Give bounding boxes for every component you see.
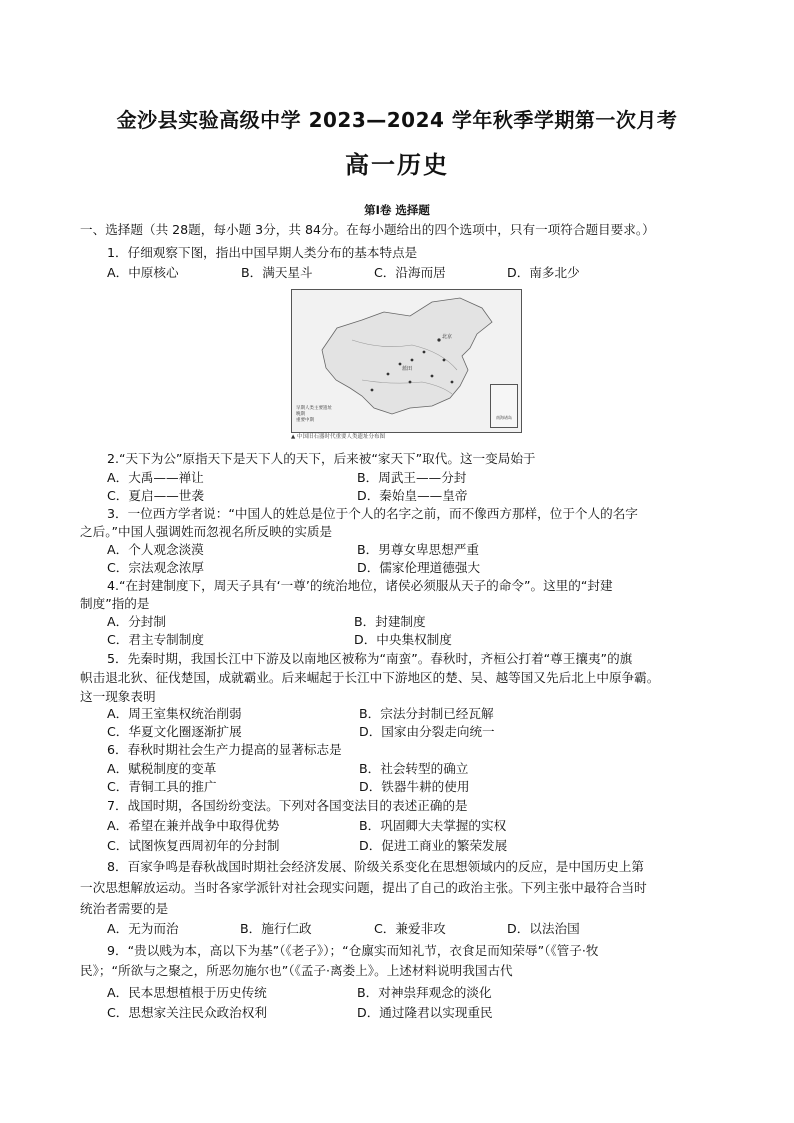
question-5-option-b: B．宗法分封制已经瓦解: [359, 706, 494, 721]
question-4-option-b: B．封建制度: [354, 614, 426, 629]
question-2-option-c: C．夏启——世袭: [107, 488, 204, 503]
question-7-option-b: B．巩固卿大夫掌握的实权: [359, 818, 507, 833]
question-7-option-a: A．希望在兼并战争中取得优势: [107, 818, 280, 833]
question-9-stem-line-1: 9．“贵以贱为本，高以下为基”（《老子》）；“仓廪实而知礼节，衣食足而知荣辱”（《管子·牧: [107, 943, 599, 958]
question-3-stem-line-2: 之后。”中国人强调姓而忽视名所反映的实质是: [80, 524, 333, 539]
map-caption: ▲ 中国旧石器时代重要人类遗址分布图: [291, 434, 385, 440]
question-7-stem: 7．战国时期，各国纷纷变法。下列对各国变法目的表述正确的是: [107, 798, 468, 813]
question-1-option-b: B．满天星斗: [241, 265, 313, 280]
map-label-beijing: 北京: [442, 334, 453, 340]
exam-title: 金沙县实验高级中学 2023—2024 学年秋季学期第一次月考: [116, 108, 678, 132]
question-6-option-d: D．铁器牛耕的使用: [359, 779, 470, 794]
question-1-option-c: C．沿海而居: [374, 265, 446, 280]
site-marker: [411, 359, 414, 362]
question-3-stem-line-1: 3．一位西方学者说：“中国人的姓总是位于个人的名字之前，而不像西方那样，位于个人的名字: [107, 506, 638, 521]
question-6-option-b: B．社会转型的确立: [359, 761, 469, 776]
china-map-figure: [291, 289, 522, 433]
question-1-stem: 1．仔细观察下图，指出中国早期人类分布的基本特点是: [107, 245, 418, 260]
question-6-option-a: A．赋税制度的变革: [107, 761, 217, 776]
site-marker: [371, 389, 374, 392]
question-3-option-a: A．个人观念淡漠: [107, 542, 204, 557]
question-5-option-c: C．华夏文化圈逐渐扩展: [107, 724, 242, 739]
question-5-stem-line-1: 5．先秦时期，我国长江中下游及以南地区被称为“南蛮”。春秋时，齐桓公打着“尊王攘夷”的旗: [107, 651, 633, 666]
question-4-option-c: C．君主专制制度: [107, 632, 204, 647]
question-7-option-d: D．促进工商业的繁荣发展: [359, 838, 508, 853]
question-9-stem-line-2: 民》；“所欲与之聚之，所恶勿施尔也”（《孟子·离娄上》。上述材料说明我国古代: [80, 963, 513, 978]
question-4-option-a: A．分封制: [107, 614, 166, 629]
question-8-option-c: C．兼爱非攻: [374, 921, 446, 936]
question-8-option-a: A．无为而治: [107, 921, 179, 936]
question-4-option-d: D．中央集权制度: [354, 632, 452, 647]
question-3-option-b: B．男尊女卑思想严重: [357, 542, 479, 557]
question-9-option-c: C．思想家关注民众政治权利: [107, 1005, 267, 1020]
site-marker: [431, 375, 434, 378]
legend-item: 早期人类主要遗址: [296, 406, 332, 411]
question-8-option-b: B．施行仁政: [240, 921, 312, 936]
legend-item: 重要中期: [296, 418, 314, 423]
question-4-stem-line-2: 制度”指的是: [80, 596, 150, 611]
question-8-stem-line-3: 统治者需要的是: [80, 901, 169, 916]
legend-item: 晚期: [296, 412, 305, 417]
question-9-option-a: A．民本思想植根于历史传统: [107, 985, 267, 1000]
map-label-lantian: 蓝田: [402, 366, 413, 372]
question-5-stem-line-3: 这一现象表明: [80, 689, 156, 704]
south-china-sea-inset: [490, 384, 518, 428]
question-7-option-c: C．试图恢复西周初年的分封制: [107, 838, 280, 853]
question-2-option-d: D．秦始皇——皇帝: [357, 488, 468, 503]
china-outline: [322, 298, 492, 414]
question-8-stem-line-2: 一次思想解放运动。当时各家学派针对社会现实问题，提出了自己的政治主张。下列主张中最符合当时: [80, 880, 647, 895]
question-6-option-c: C．青铜工具的推广: [107, 779, 217, 794]
site-marker: [423, 351, 426, 354]
question-3-option-c: C．宗法观念浓厚: [107, 560, 204, 575]
map-legend: [296, 406, 332, 424]
site-marker: [399, 363, 402, 366]
question-5-option-a: A．周王室集权统治削弱: [107, 706, 242, 721]
question-2-option-a: A．大禹——禅让: [107, 470, 204, 485]
exam-subject: 高一历史: [345, 151, 449, 179]
question-2-option-b: B．周武王——分封: [357, 470, 467, 485]
question-4-stem-line-1: 4.“在封建制度下，周天子具有‘一尊’的统治地位，诸侯必须服从天子的命令”。这里的“封建: [107, 578, 613, 593]
question-9-option-b: B．对神祟拜观念的淡化: [357, 985, 492, 1000]
question-1-option-d: D．南多北少: [507, 265, 580, 280]
site-marker: [437, 338, 440, 341]
site-marker: [451, 381, 454, 384]
question-5-stem-line-2: 帜击退北狄、征伐楚国，成就霸业。后来崛起于长江中下游地区的楚、吴、越等国又先后北上中原争霸。: [80, 670, 660, 685]
question-8-option-d: D．以法治国: [507, 921, 580, 936]
section-heading: 第Ⅰ卷 选择题: [364, 203, 430, 217]
question-5-option-d: D．国家由分裂走向统一: [359, 724, 495, 739]
site-marker: [387, 373, 390, 376]
question-1-option-a: A．中原核心: [107, 265, 179, 280]
question-9-option-d: D．通过隆君以实现重民: [357, 1005, 493, 1020]
site-marker: [409, 381, 412, 384]
question-8-stem-line-1: 8．百家争鸣是春秋战国时期社会经济发展、阶级关系变化在思想领域内的反应，是中国历史上第: [107, 859, 644, 874]
inset-label: 南海诸岛: [496, 415, 512, 420]
question-6-stem: 6．春秋时期社会生产力提高的显著标志是: [107, 742, 342, 757]
question-3-option-d: D．儒家伦理道德强大: [357, 560, 481, 575]
question-2-stem: 2.“天下为公”原指天下是天下人的天下，后来被“家天下”取代。这一变局始于: [107, 451, 536, 466]
site-marker: [443, 359, 446, 362]
instructions: 一、选择题（共 28题，每小题 3分，共 84分。在每小题给出的四个选项中，只有一项符合题目要求。）: [80, 222, 655, 237]
